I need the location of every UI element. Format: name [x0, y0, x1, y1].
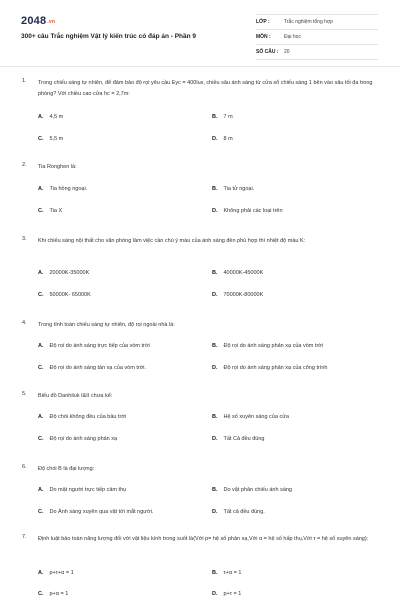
option-c[interactable]: [38, 509, 153, 515]
question-number: 3.: [22, 236, 27, 242]
meta-row-subject: [256, 30, 378, 45]
option-a[interactable]: [38, 114, 63, 120]
question-text: Khi chiếu sáng nội thất cho văn phòng làm việc cần chú ý màu của ánh sáng đèn phù hợp thì nhiệt độ màu K:: [38, 238, 306, 244]
option-letter: A.: [38, 186, 44, 192]
option-text: Tất cả đều đúng.: [223, 509, 265, 515]
option-letter: D.: [212, 591, 218, 597]
question-number: 6.: [22, 464, 27, 470]
meta-row-class: [256, 14, 378, 30]
option-a[interactable]: [38, 270, 89, 276]
option-letter: B.: [212, 343, 218, 349]
question-text: Trong chiếu sáng tự nhiên, để đảm bảo độ rọi yêu cầu Eyc = 400lux, chiều sâu ánh sáng từ cửa sổ chiếu sáng 1 bên vào sâu tối đa trong phòng? Với chiều cao cửa hc = 2,7m:: [38, 80, 373, 97]
question-number: 5.: [22, 391, 27, 397]
option-a[interactable]: [38, 343, 150, 349]
question-text: Tia Ronghen là:: [38, 164, 77, 170]
logo-domain: .vn: [47, 19, 56, 25]
option-text: Do vật phản chiếu ánh sáng: [223, 487, 292, 493]
option-text: τ+α = 1: [223, 570, 242, 576]
question-number: 1.: [22, 78, 27, 84]
option-text: Do Ánh sáng xuyên qua vật tới mắt người.: [49, 509, 154, 515]
option-text: p+α = 1: [49, 591, 69, 597]
option-letter: A.: [38, 570, 44, 576]
option-letter: D.: [212, 365, 218, 371]
option-text: Tất Cả đều đúng: [223, 436, 265, 442]
option-a[interactable]: [38, 414, 126, 420]
option-letter: B.: [212, 114, 218, 120]
option-text: Độ rọi do ánh sáng phản xạ của công trình: [223, 365, 328, 371]
option-text: Hệ số xuyên sáng của cửa: [223, 414, 289, 420]
option-b[interactable]: [212, 343, 323, 349]
option-letter: C.: [38, 208, 44, 214]
option-text: Tia hồng ngoại.: [49, 186, 88, 192]
option-letter: A.: [38, 487, 44, 493]
option-letter: C.: [38, 365, 44, 371]
option-a[interactable]: [38, 186, 87, 192]
option-letter: B.: [212, 570, 218, 576]
option-text: Không phải các loại trên: [223, 208, 283, 214]
option-letter: A.: [38, 270, 44, 276]
option-d[interactable]: [212, 208, 283, 214]
option-a[interactable]: [38, 570, 74, 576]
meta-value: 20: [284, 49, 290, 55]
option-letter: B.: [212, 487, 218, 493]
option-b[interactable]: [212, 414, 289, 420]
option-text: 70000K-80000K: [223, 292, 264, 298]
option-text: Độ rọi do ánh sáng tán xạ của vòm trời.: [49, 365, 147, 371]
option-letter: C.: [38, 591, 44, 597]
option-b[interactable]: [212, 570, 241, 576]
meta-label: LỚP :: [256, 19, 270, 25]
option-b[interactable]: [212, 114, 233, 120]
option-b[interactable]: [212, 487, 292, 493]
option-letter: A.: [38, 114, 44, 120]
option-letter: B.: [212, 186, 218, 192]
option-letter: A.: [38, 343, 44, 349]
option-letter: B.: [212, 414, 218, 420]
header: [0, 0, 400, 66]
option-b[interactable]: [212, 270, 263, 276]
option-c[interactable]: [38, 136, 63, 142]
option-letter: D.: [212, 292, 218, 298]
option-text: 50000K- 65000K: [49, 292, 91, 298]
option-c[interactable]: [38, 365, 146, 371]
option-d[interactable]: [212, 509, 265, 515]
option-d[interactable]: [212, 365, 327, 371]
option-letter: D.: [212, 136, 218, 142]
question-number: 7.: [22, 534, 27, 540]
option-text: 4,5 m: [49, 114, 64, 120]
document-title: 300+ câu Trắc nghiệm Vật lý kiến trúc có đáp án - Phần 9: [21, 33, 197, 40]
option-text: Độ chói không đều của bầu trời: [49, 414, 127, 420]
option-text: 8 m: [223, 136, 233, 142]
option-text: 20000K-35000K: [49, 270, 90, 276]
logo-number: 2048: [21, 15, 47, 27]
option-text: 5,5 m: [49, 136, 64, 142]
question-number: 2.: [22, 162, 27, 168]
option-d[interactable]: [212, 436, 264, 442]
option-c[interactable]: [38, 436, 117, 442]
option-letter: C.: [38, 292, 44, 298]
option-text: Do mật người trực tiếp cảm thụ: [49, 487, 127, 493]
question-text: Độ chói B là đại lượng:: [38, 466, 95, 472]
option-letter: D.: [212, 436, 218, 442]
header-divider: [0, 66, 400, 67]
option-b[interactable]: [212, 186, 254, 192]
option-text: p+τ+α = 1: [49, 570, 74, 576]
option-c[interactable]: [38, 591, 68, 597]
meta-row-count: [256, 45, 378, 60]
meta-value: Trắc nghiệm tổng hợp: [284, 19, 333, 25]
option-d[interactable]: [212, 136, 233, 142]
option-letter: D.: [212, 509, 218, 515]
option-c[interactable]: [38, 208, 62, 214]
question-text: Biểu đồ Danhiluk I&II chưa kể:: [38, 393, 113, 399]
question-text: Trong tính toán chiếu sáng tự nhiên, độ rọi ngoài nhà là:: [38, 322, 175, 328]
option-text: Độ rọi do ánh sáng phản xạ của vòm trời: [223, 343, 324, 349]
option-text: Tia X: [49, 208, 63, 214]
option-letter: B.: [212, 270, 218, 276]
option-letter: A.: [38, 414, 44, 420]
option-text: Tia tử ngoại.: [223, 186, 255, 192]
option-text: 7 m: [223, 114, 233, 120]
site-logo[interactable]: [21, 15, 55, 27]
option-text: Độ rọi do ánh sáng phản xạ: [49, 436, 118, 442]
meta-label: MÔN :: [256, 34, 271, 40]
option-letter: C.: [38, 436, 44, 442]
option-d[interactable]: [212, 292, 263, 298]
option-c[interactable]: [38, 292, 91, 298]
option-d[interactable]: [212, 591, 241, 597]
option-text: 40000K-45000K: [223, 270, 264, 276]
meta-value: Đại học: [284, 34, 301, 40]
option-text: Độ rọi do ánh sáng trực tiếp của vòm trời: [49, 343, 150, 349]
question-number: 4.: [22, 320, 27, 326]
meta-table: [256, 14, 378, 60]
option-letter: C.: [38, 136, 44, 142]
meta-label: SỐ CÂU :: [256, 49, 279, 55]
option-letter: D.: [212, 208, 218, 214]
option-letter: C.: [38, 509, 44, 515]
question-text: Định luật bảo toàn năng lượng đối với vật liệu kính trong suốt là(Với p= hệ số phản xạ,Với α = hệ số hấp thụ,Với τ = hệ số xuyên sáng):: [38, 536, 369, 542]
option-a[interactable]: [38, 487, 126, 493]
option-text: p+τ = 1: [223, 591, 242, 597]
